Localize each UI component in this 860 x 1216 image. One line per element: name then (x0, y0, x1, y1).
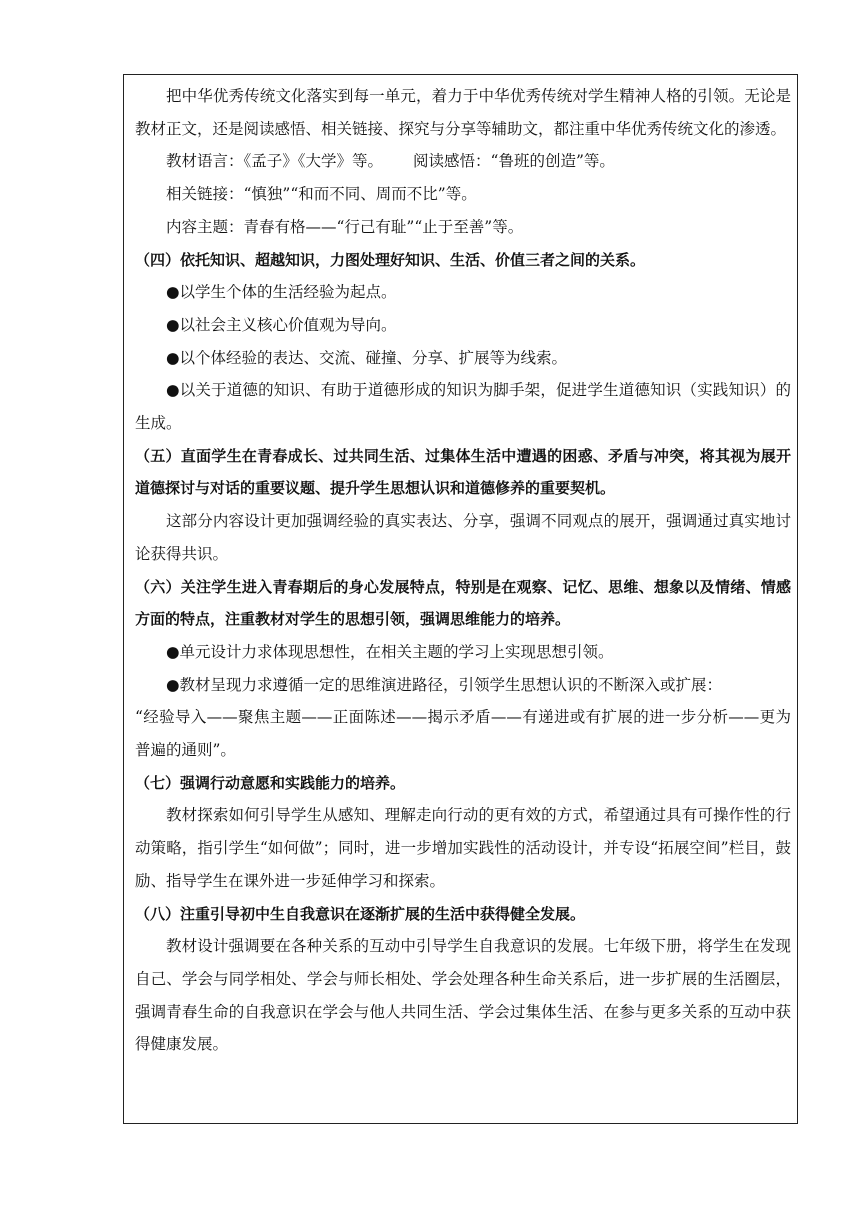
paragraph: 这部分内容设计更加强调经验的真实表达、分享，强调不同观点的展开，强调通过真实地讨论获得共识。 (135, 512, 791, 563)
section-heading: （七）强调行动意愿和实践能力的培养。 (135, 773, 406, 792)
text-segment: 教材语言：《孟子》《大学》等。 (166, 152, 384, 171)
paragraph: 内容主题：青春有格——“行己有耻”“止于至善”等。 (166, 217, 524, 236)
section-heading: （四）依托知识、超越知识，力图处理好知识、生活、价值三者之间的关系。 (135, 250, 646, 269)
bullet-item: ●以关于道德的知识、有助于道德形成的知识为脚手架，促进学生道德知识（实践知识）的生成。 (135, 381, 791, 433)
text-segment: 阅读感悟：“鲁班的创造”等。 (413, 152, 615, 171)
bullet-item: ●单元设计力求体现思想性，在相关主题的学习上实现思想引领。 (166, 642, 614, 661)
paragraph: 教材探索如何引导学生从感知、理解走向行动的更有效的方式，希望通过具有可操作性的行动策略，指引学生“如何做”；同时，进一步增加实践性的活动设计，并专设“拓展空间”栏目，鼓励、指导学生在课外进一步延伸学习和探索。 (135, 806, 791, 890)
document-body (135, 80, 791, 1061)
section-heading: （八）注重引导初中生自我意识在逐渐扩展的生活中获得健全发展。 (135, 904, 586, 923)
section-heading: （六）关注学生进入青春期后的身心发展特点，特别是在观察、记忆、思维、想象以及情绪、情感方面的特点，注重教材对学生的思想引领，强调思维能力的培养。 (135, 577, 791, 629)
bullet-item: ●以学生个体的生活经验为起点。 (166, 283, 397, 302)
paragraph (135, 145, 791, 178)
bullet-item: ●教材呈现力求遵循一定的思维演进路径，引领学生思想认识的不断深入或扩展： (166, 675, 723, 694)
bullet-item: ●以个体经验的表达、交流、碰撞、分享、扩展等为线索。 (166, 348, 568, 367)
paragraph: “经验导入——聚焦主题——正面陈述——揭示矛盾——有递进或有扩展的进一步分析——更为普遍的通则”。 (135, 708, 791, 760)
section-heading: （五）直面学生在青春成长、过共同生活、过集体生活中遭遇的困惑、矛盾与冲突，将其视为展开道德探讨与对话的重要议题、提升学生思想认识和道德修养的重要契机。 (135, 446, 791, 498)
content-table-cell (123, 74, 798, 1124)
paragraph: 相关链接：“慎独”“和而不同、周而不比”等。 (166, 185, 477, 204)
bullet-item: ●以社会主义核心价值观为导向。 (166, 315, 397, 334)
paragraph: 把中华优秀传统文化落实到每一单元，着力于中华优秀传统对学生精神人格的引领。无论是教材正文，还是阅读感悟、相关链接、探究与分享等辅助文，都注重中华优秀传统文化的渗透。 (135, 87, 791, 138)
paragraph: 教材设计强调要在各种关系的互动中引导学生自我意识的发展。七年级下册，将学生在发现自己、学会与同学相处、学会与师长相处、学会处理各种生命关系后，进一步扩展的生活圈层，强调青春生命的自我意识在学会与他人共同生活、学会过集体生活、在参与更多关系的互动中获得健康发展。 (135, 937, 791, 1054)
